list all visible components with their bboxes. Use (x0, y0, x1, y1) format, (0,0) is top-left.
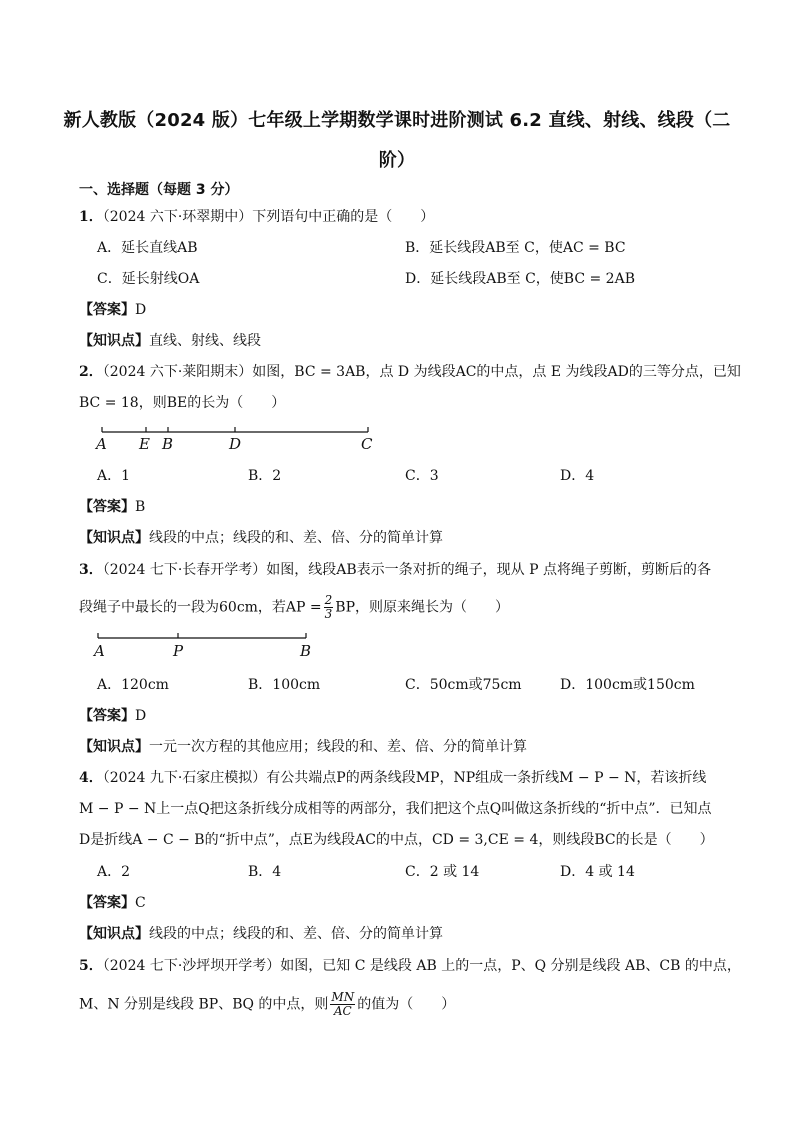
question-2-stem (79, 362, 741, 382)
point-label-d: D (229, 435, 242, 453)
question-text: 的值为（ ） (357, 996, 456, 1013)
question-3-option-c: C．50cm或75cm (405, 677, 522, 693)
question-4-knowledge (79, 924, 443, 944)
question-text: 段绳子中最长的一段为60cm，若AP = (79, 599, 322, 616)
answer-tag: 【答案】 (79, 708, 135, 724)
question-4-stem (79, 768, 706, 788)
question-3-option-a: A．120cm (97, 677, 169, 693)
question-2-option-d: D．4 (560, 468, 595, 484)
knowledge-value: 直线、射线、线段 (149, 333, 261, 349)
question-3-knowledge (79, 737, 527, 757)
question-4-answer (79, 893, 146, 913)
answer-tag: 【答案】 (79, 895, 135, 911)
question-4-option-c: C．2 或 14 (405, 864, 480, 880)
question-1-option-a: A．延长直线AB (97, 240, 198, 256)
question-3-stem-line2 (79, 594, 509, 621)
point-label-e: E (139, 435, 150, 453)
knowledge-tag: 【知识点】 (79, 926, 149, 942)
answer-value: D (135, 708, 147, 724)
question-1-option-c: C．延长射线OA (97, 271, 200, 287)
knowledge-tag: 【知识点】 (79, 739, 149, 755)
answer-tag: 【答案】 (79, 499, 135, 515)
knowledge-value: 线段的中点；线段的和、差、倍、分的简单计算 (149, 926, 443, 942)
question-4-option-d: D．4 或 14 (560, 864, 635, 880)
point-label-b: B (300, 642, 312, 660)
fraction (324, 594, 334, 621)
point-label-a: A (96, 435, 107, 453)
question-3-option-d: D．100cm或150cm (560, 677, 695, 693)
point-label-c: C (361, 435, 373, 453)
question-number: 3． (79, 562, 103, 578)
knowledge-tag: 【知识点】 (79, 530, 149, 546)
question-4-stem-line2: M − P − N上一点Q把这条折线分成相等的两部分，我们把这个点Q叫做这条折线的“折中点”．已知点 (79, 801, 712, 817)
question-4-stem-line3: D是折线A − C − B的“折中点”，点E为线段AC的中点，CD = 3,CE = 4，则线段BC的长是（ ） (79, 832, 714, 848)
knowledge-value: 一元一次方程的其他应用；线段的和、差、倍、分的简单计算 (149, 739, 527, 755)
question-5-stem-line2 (79, 991, 455, 1018)
point-label-a: A (94, 642, 105, 660)
knowledge-value: 线段的中点；线段的和、差、倍、分的简单计算 (149, 530, 443, 546)
answer-value: C (135, 895, 146, 911)
fraction (330, 991, 355, 1018)
document-title: 新人教版（2024 版）七年级上学期数学课时进阶测试 6.2 直线、射线、线段（二 (63, 110, 731, 131)
question-number: 5． (79, 958, 103, 974)
question-3-option-b: B．100cm (248, 677, 321, 693)
question-text: （2024 九下·石家庄模拟）有公共端点P的两条线段MP，NP组成一条折线M − P − N，若该折线 (102, 770, 707, 786)
question-text: （2024 七下·长春开学考）如图，线段AB表示一条对折的绳子，现从 P 点将绳子剪断，剪断后的各 (102, 562, 711, 578)
question-number: 4． (79, 770, 103, 786)
question-text: （2024 六下·莱阳期末）如图，BC = 3AB，点 D 为线段AC的中点，点 E 为线段AD的三等分点，已知 (102, 364, 741, 380)
answer-value: B (135, 499, 146, 515)
question-3-stem (79, 560, 711, 580)
question-number: 2． (79, 364, 103, 380)
question-1-knowledge (79, 331, 261, 351)
question-1-stem (79, 207, 434, 227)
question-1-answer (79, 300, 146, 320)
point-label-p: P (173, 642, 184, 660)
question-4-option-a: A．2 (97, 864, 131, 880)
question-1-option-b: B．延长线段AB至 C，使AC = BC (405, 240, 626, 256)
question-2-stem-line2: BC = 18，则BE的长为（ ） (79, 395, 286, 411)
question-2-figure (90, 420, 390, 456)
question-text: （2024 七下·沙坪坝开学考）如图，已知 C 是线段 AB 上的一点，P、Q 分别是线段 AB、CB 的中点， (102, 958, 741, 974)
question-number: 1． (79, 209, 103, 225)
question-5-stem (79, 956, 741, 976)
fraction-numerator: 2 (324, 593, 333, 607)
question-2-option-b: B．2 (248, 468, 282, 484)
question-1-option-d: D．延长线段AB至 C，使BC = 2AB (405, 271, 635, 287)
knowledge-tag: 【知识点】 (79, 333, 149, 349)
question-text: M、N 分别是线段 BP、BQ 的中点，则 (79, 996, 329, 1013)
question-4-option-b: B．4 (248, 864, 282, 880)
point-label-b: B (162, 435, 174, 453)
question-text: BP，则原来绳长为（ ） (335, 599, 510, 616)
fraction-denominator: AC (333, 1004, 352, 1018)
question-2-answer (79, 497, 145, 517)
question-2-option-c: C．3 (405, 468, 439, 484)
document-title-continued: 阶） (378, 150, 416, 171)
answer-tag: 【答案】 (79, 302, 135, 318)
fraction-denominator: 3 (324, 607, 333, 621)
question-3-figure (90, 628, 330, 664)
question-2-knowledge (79, 528, 443, 548)
fraction-numerator: MN (331, 990, 355, 1004)
question-text: （2024 六下·环翠期中）下列语句中正确的是（ ） (102, 209, 435, 225)
question-3-answer (79, 706, 146, 726)
answer-value: D (135, 302, 147, 318)
section-heading: 一、选择题（每题 3 分） (79, 182, 239, 198)
question-2-option-a: A．1 (97, 468, 131, 484)
